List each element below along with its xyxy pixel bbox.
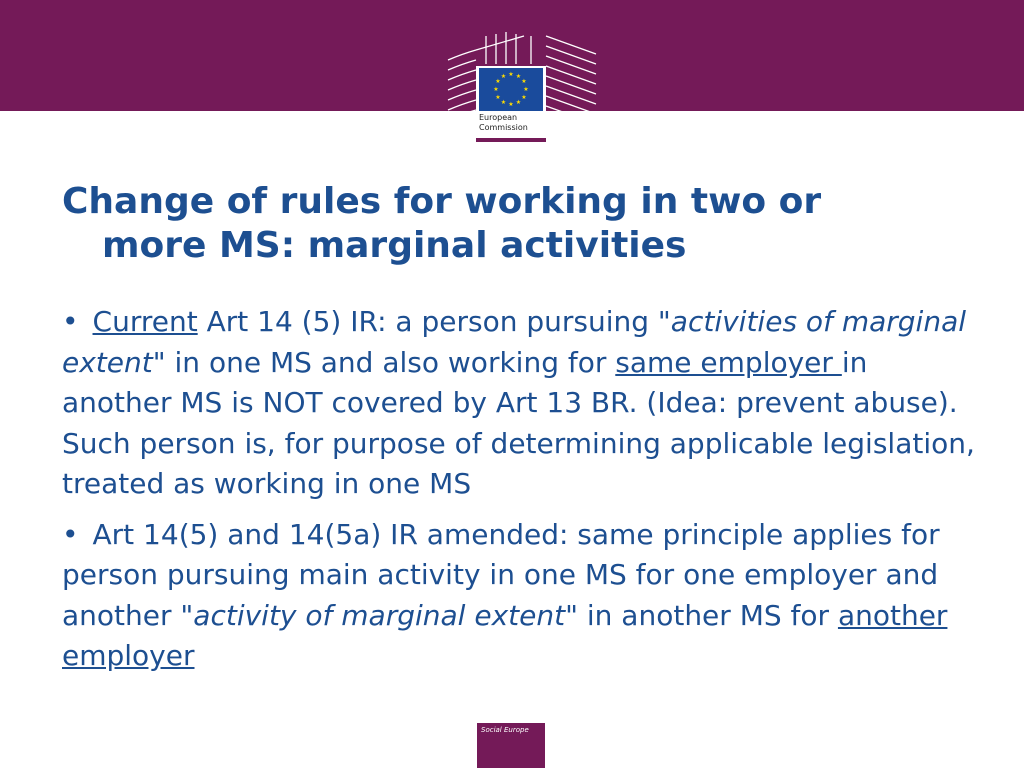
bullet-2-text-b: " in another MS for: [565, 598, 838, 632]
svg-text:★: ★: [521, 94, 527, 101]
bullet-1-text-a: Art 14 (5) IR: a person pursuing ": [197, 305, 671, 338]
slide-title: [62, 180, 1022, 268]
logo-line-1: European: [479, 113, 518, 122]
logo-text: [479, 113, 545, 133]
svg-text:★: ★: [500, 99, 507, 106]
bullet-2-another-employer: another employer: [62, 598, 948, 672]
title-line-2: more MS: marginal activities: [102, 225, 687, 266]
bullet-1-same-employer: same employer: [615, 345, 842, 379]
bullet-2-text-a: Art 14(5) and 14(5a) IR amended: same principle applies for person pursuing main activity in one MS for one employer and another ": [62, 517, 940, 632]
svg-text:★: ★: [508, 71, 514, 78]
european-commission-logo: [446, 30, 601, 142]
svg-text:★: ★: [515, 73, 522, 80]
svg-text:★: ★: [495, 94, 501, 101]
svg-text:★: ★: [521, 78, 527, 85]
eu-flag-icon: [479, 68, 543, 111]
footer-tab: [477, 723, 545, 768]
bullet-marker: •: [62, 305, 79, 338]
bullet-list: [62, 302, 982, 687]
svg-text:★: ★: [493, 86, 499, 93]
bullet-1-text-b: " in one MS and also working for: [152, 345, 616, 379]
logo-underline: [476, 138, 546, 142]
svg-text:★: ★: [500, 73, 507, 80]
logo-line-2: Commission: [479, 123, 528, 132]
bullet-1-marginal-extent: activities of marginal extent: [62, 305, 966, 379]
svg-text:★: ★: [508, 101, 514, 108]
svg-text:★: ★: [515, 99, 522, 106]
bullet-1-current: Current: [92, 305, 198, 338]
bullet-marker: •: [62, 517, 79, 551]
svg-text:★: ★: [495, 78, 501, 85]
title-line-1: Change of rules for working in two or: [62, 181, 822, 222]
footer-label: Social Europe: [481, 726, 529, 734]
bullet-1-text-c: in another MS is NOT covered by Art 13 BR. (Idea: prevent abuse). Such person is, for purpose of determining applicable legislation, treated as working in one MS: [62, 345, 975, 500]
svg-text:★: ★: [523, 86, 529, 93]
bullet-item-amendment: [62, 515, 982, 677]
bullet-2-marginal-extent: activity of marginal extent: [193, 598, 566, 632]
bullet-item-current-rule: [62, 302, 982, 505]
